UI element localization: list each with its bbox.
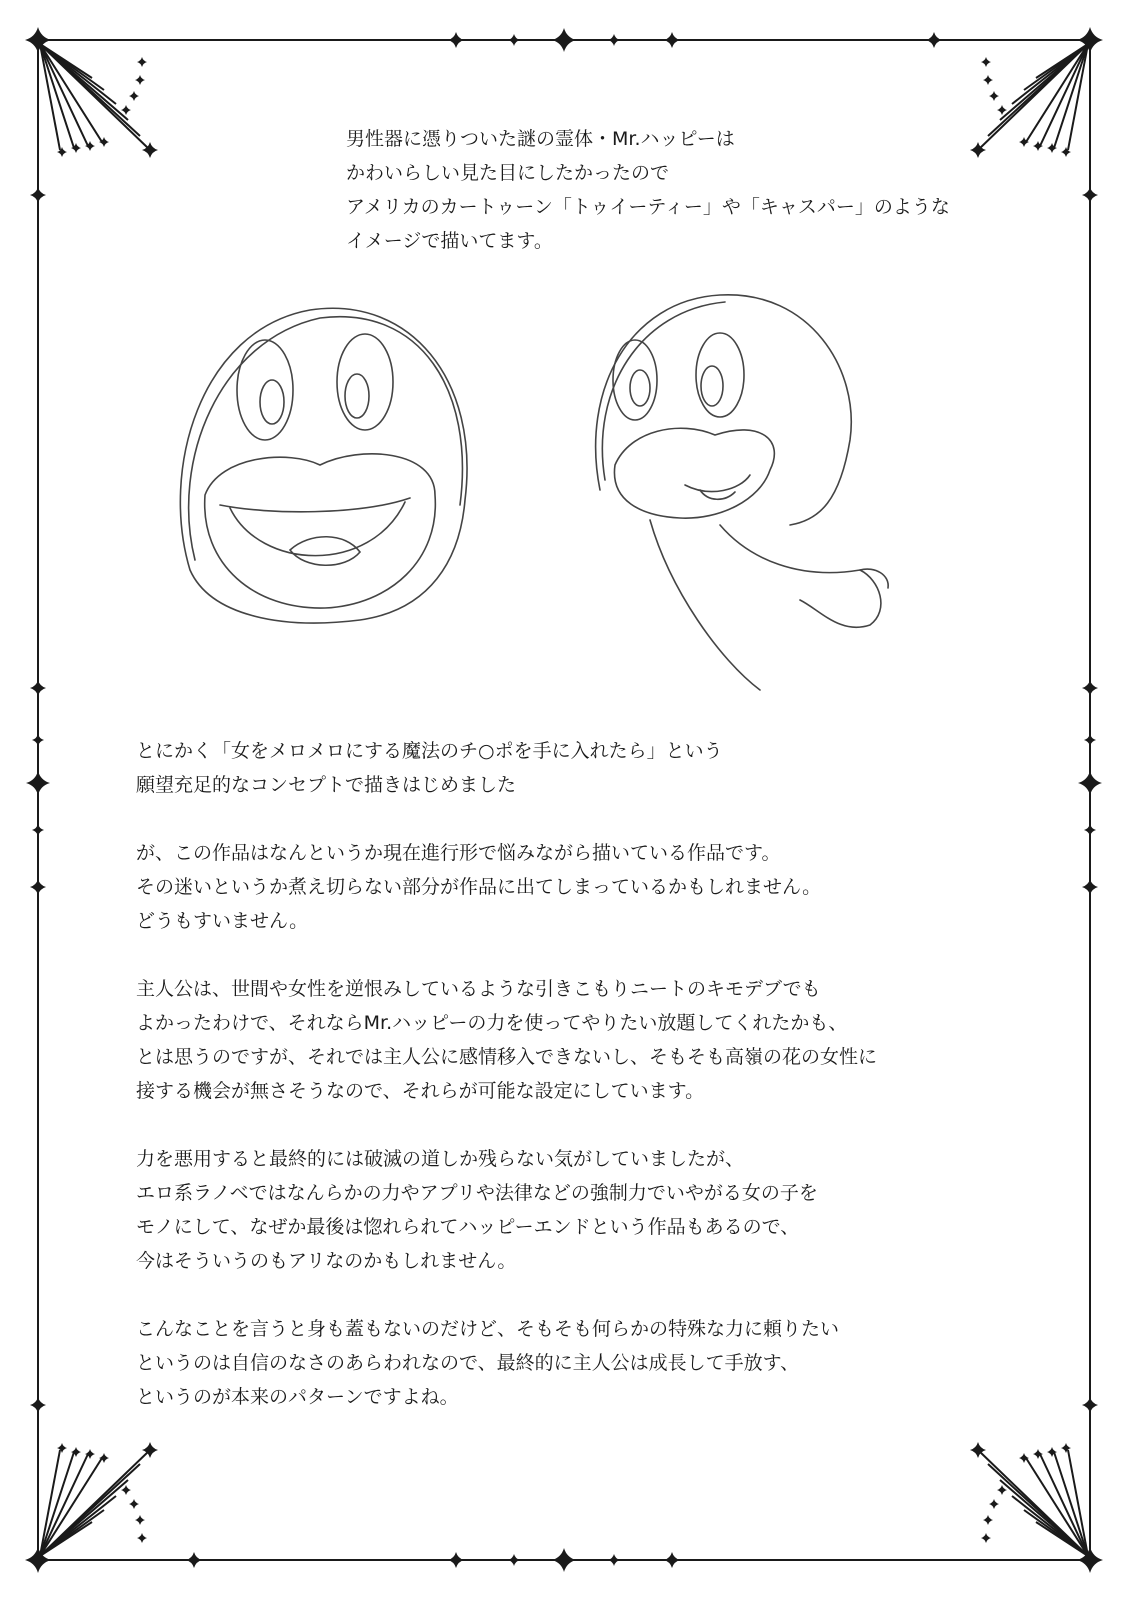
intro-text [346,122,1046,258]
sparkle-star-icon [989,1499,999,1509]
intro-line: かわいらしい見た目にしたかったので [346,162,670,184]
sparkle-star-icon [135,1515,145,1525]
sparkle-star-icon [664,1552,680,1568]
sparkle-star-icon [30,879,46,895]
intro-line: イメージで描いてます。 [346,230,553,252]
text-line: その迷いというか煮え切らない部分が作品に出てしまっているかもしれません。 [136,876,822,898]
text-line: モノにして、なぜか最後は惚れられてハッピーエンドという作品もあるので、 [136,1216,800,1238]
sparkle-star-icon [32,824,44,836]
sparkle-star-icon [57,147,67,157]
sparkle-star-icon [32,734,44,746]
text-line: とにかく「女をメロメロにする魔法のチ○ポを手に入れたら」という [136,740,723,762]
sparkle-star-icon [129,1499,139,1509]
sparkle-star-icon [30,1397,46,1413]
sparkle-star-icon [137,1533,147,1543]
paragraph [136,1312,1036,1414]
sparkle-star-icon [129,91,139,101]
paragraph [136,972,1036,1108]
sparkle-star-icon [57,1443,67,1453]
sparkle-star-icon [926,32,942,48]
sparkle-star-icon [508,34,520,46]
text-line: 接する機会が無さそうなので、それらが可能な設定にしています。 [136,1080,705,1102]
sparkle-star-icon [30,187,46,203]
sparkle-star-icon [30,680,46,696]
sparkle-star-icon [608,1554,620,1566]
character-sketches [160,270,940,710]
text-line: が、この作品はなんというか現在進行形で悩みながら描いている作品です。 [136,842,781,864]
mr-happy-front-sketch [180,308,467,623]
sparkle-star-icon [26,771,50,795]
sparkle-star-icon [1084,824,1096,836]
sparkle-star-icon [1061,147,1071,157]
sparkle-star-icon [121,1485,131,1495]
text-line: とは思うのですが、それでは主人公に感情移入できないし、そもそも高嶺の花の女性に [136,1046,878,1068]
sparkle-star-icon [1082,879,1098,895]
sparkle-star-icon [552,1548,576,1572]
sparkle-star-icon [664,32,680,48]
text-line: 願望充足的なコンセプトで描きはじめました [136,774,517,796]
sparkle-star-icon [137,57,147,67]
sparkle-star-icon [997,105,1007,115]
sparkle-star-icon [608,34,620,46]
sparkle-star-icon [981,57,991,67]
sparkle-star-icon [448,1552,464,1568]
sparkle-star-icon [1078,771,1102,795]
sparkle-star-icon [1082,680,1098,696]
sparkle-star-icon [1082,187,1098,203]
body-text [136,734,1036,1448]
sparkle-star-icon [1061,1443,1071,1453]
text-line: エロ系ラノベではなんらかの力やアプリや法律などの強制力でいやがる女の子を [136,1182,818,1204]
intro-line: 男性器に憑りついた謎の霊体・Mr.ハッピーは [346,128,735,150]
sparkle-star-icon [1084,734,1096,746]
sparkle-star-icon [135,75,145,85]
sparkle-star-icon [989,91,999,101]
sparkle-star-icon [552,28,576,52]
sparkle-star-icon [1082,1397,1098,1413]
sparkle-star-icon [997,1485,1007,1495]
text-line: どうもすいません。 [136,910,309,932]
sparkle-star-icon [121,105,131,115]
paragraph [136,1142,1036,1278]
text-line: というのは自信のなさのあらわれなので、最終的に主人公は成長して手放す、 [136,1352,800,1374]
text-line: こんなことを言うと身も蓋もないのだけど、そもそも何らかの特殊な力に頼りたい [136,1318,840,1340]
mr-happy-side-sketch [596,295,889,690]
text-line: よかったわけで、それならMr.ハッピーの力を使ってやりたい放題してくれたかも、 [136,1012,848,1034]
sparkle-star-icon [508,1554,520,1566]
sparkle-star-icon [983,1515,993,1525]
sparkle-star-icon [448,32,464,48]
text-line: 力を悪用すると最終的には破滅の道しか残らない気がしていましたが、 [136,1148,745,1170]
sparkle-star-icon [186,1552,202,1568]
sparkle-star-icon [983,75,993,85]
text-line: 主人公は、世間や女性を逆恨みしているような引きこもりニートのキモデブでも [136,978,821,1000]
paragraph [136,734,1036,802]
text-line: というのが本来のパターンですよね。 [136,1386,459,1408]
intro-line: アメリカのカートゥーン「トゥイーティー」や「キャスパー」のような [346,196,950,218]
paragraph [136,836,1036,938]
text-line: 今はそういうのもアリなのかもしれません。 [136,1250,517,1272]
sparkle-star-icon [981,1533,991,1543]
